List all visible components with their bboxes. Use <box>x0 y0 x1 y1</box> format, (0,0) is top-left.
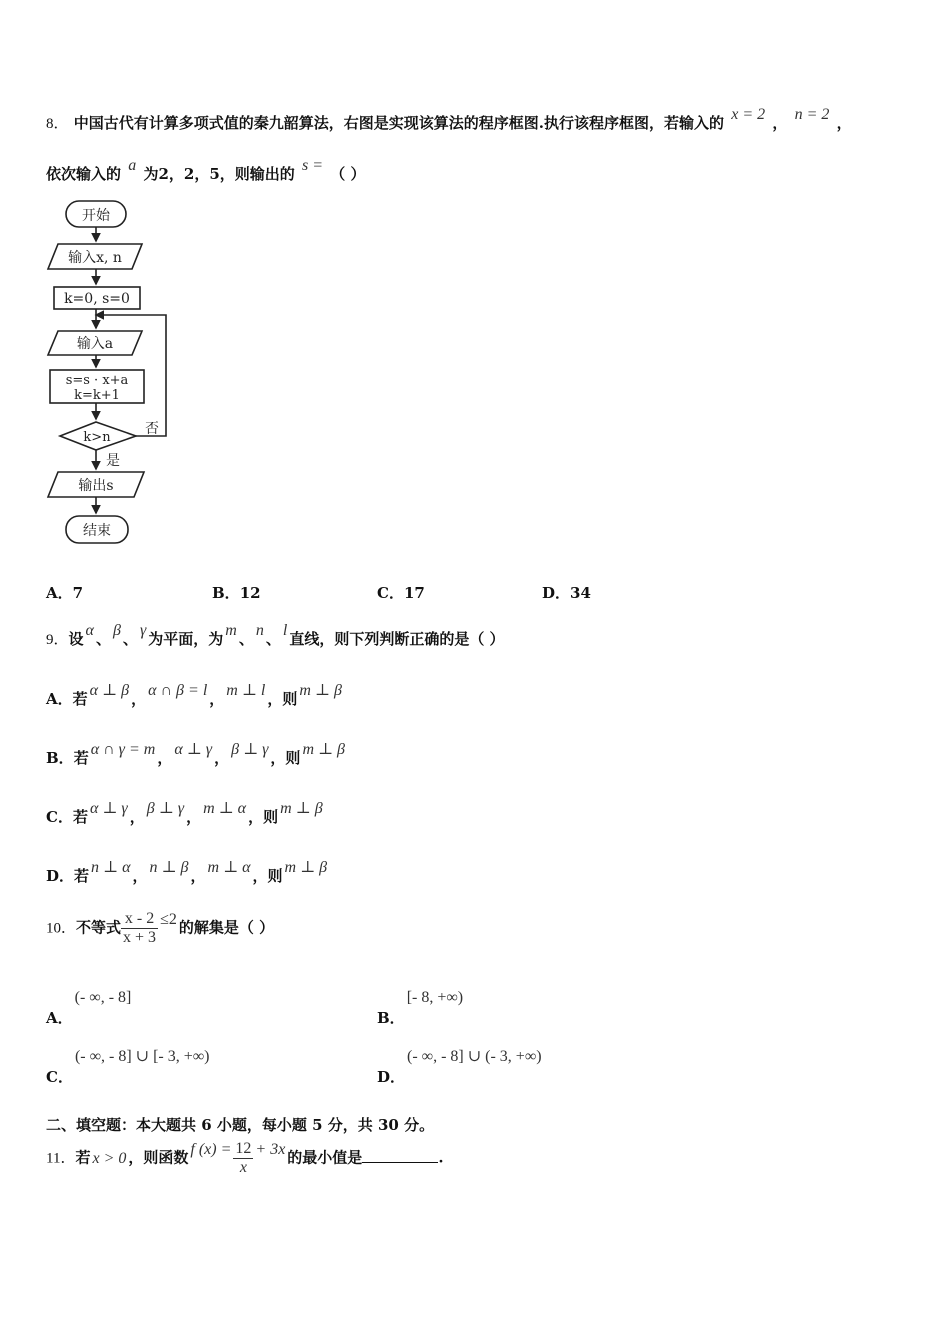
q10-d-label: D． <box>377 1068 406 1086</box>
q9-d-c1: n ⊥ α <box>91 859 131 876</box>
q9-b-c1: α ∩ γ = m <box>90 741 156 758</box>
q9-stem <box>46 622 505 649</box>
q11-frac-den: x <box>239 1159 247 1176</box>
q9-option-c[interactable] <box>46 800 325 827</box>
q9-d-comma1: ， <box>132 867 148 885</box>
flow-update1-label: s=s · x+a <box>65 373 129 388</box>
q9-c-res: m ⊥ β <box>280 800 323 817</box>
q10-option-a[interactable] <box>46 989 133 1027</box>
q9-c-c3: m ⊥ α <box>203 800 247 817</box>
flow-start-label: 开始 <box>82 208 110 224</box>
q8-sep: ， <box>772 114 788 132</box>
q9-c-comma2: ， <box>186 808 202 826</box>
q9-t3: 直线，则下列判断正确的是（ ） <box>289 630 505 648</box>
q10-c-label: C． <box>46 1068 73 1086</box>
q9-a-res: m ⊥ β <box>299 682 342 699</box>
q8-option-c[interactable] <box>377 582 425 603</box>
q8-text2a: 依次输入的 <box>46 165 122 183</box>
q9-b-res: m ⊥ β <box>302 741 346 758</box>
q10-stem <box>46 910 274 947</box>
q10-b-value: [- 8, +∞) <box>406 989 464 1006</box>
flow-cond-label: k>n <box>83 430 111 445</box>
q9-c-label: C． <box>46 808 73 826</box>
q9-a-c3: m ⊥ l <box>226 682 266 699</box>
q8-option-c-value: 17 <box>403 584 425 602</box>
flow-yes-label: 是 <box>106 453 120 469</box>
q9-c-ruo: 若 <box>72 808 88 826</box>
q9-c-ze: ，则 <box>248 808 279 826</box>
q10-a-label: A． <box>46 1009 73 1027</box>
q8-line1 <box>46 106 852 133</box>
q9-n: n <box>255 622 264 639</box>
q9-d-res: m ⊥ β <box>284 859 328 876</box>
flow-input-a-label: 输入a <box>76 336 114 352</box>
q10-t2: 的解集是（ ） <box>178 918 275 937</box>
q11-number: 11． <box>46 1150 76 1167</box>
q9-c-c1: α ⊥ γ <box>89 800 128 817</box>
q11-answer-blank[interactable] <box>362 1148 438 1163</box>
q8-option-a[interactable] <box>46 582 83 603</box>
q9-a-c2: α ∩ β = l <box>148 682 208 699</box>
q9-t2: 为平面，为 <box>148 630 224 648</box>
q9-a-comma1: ， <box>131 690 147 708</box>
q10-frac-den: x + 3 <box>123 929 157 946</box>
q10-fraction <box>121 910 158 947</box>
q9-m: m <box>225 622 237 639</box>
q8-option-c-label: C． <box>377 584 404 602</box>
q9-a-ruo: 若 <box>72 690 88 708</box>
q11-frac-num: 12 <box>235 1140 252 1157</box>
q10-a-value: (- ∞, - 8] <box>74 989 132 1006</box>
q10-d-value: (- ∞, - 8] ∪ (- 3, +∞) <box>407 1048 542 1065</box>
q11-cond: x > 0 <box>92 1149 127 1167</box>
q9-number: 9． <box>46 632 69 648</box>
q9-gamma: γ <box>139 622 147 639</box>
q9-d-c2: n ⊥ β <box>149 859 189 876</box>
flow-no-label: 否 <box>145 421 159 437</box>
q8-line2 <box>46 157 366 184</box>
q9-l: l <box>282 622 288 639</box>
q10-c-value: (- ∞, - 8] ∪ [- 3, +∞) <box>74 1048 210 1065</box>
q8-text2c: （ ） <box>330 165 366 183</box>
q9-alpha: α <box>85 622 94 639</box>
q11-f: f (x) = <box>190 1140 232 1158</box>
q8-option-d[interactable] <box>542 582 591 603</box>
q10-t1: 不等式 <box>76 918 122 937</box>
q9-a-comma2: ， <box>209 690 225 708</box>
q9-d-c3: m ⊥ α <box>207 859 251 876</box>
section2-title: 二、填空题：本大题共 6 小题，每小题 5 分，共 30 分。 <box>46 1116 435 1134</box>
q11-stem <box>46 1140 444 1177</box>
q8-option-a-label: A． <box>46 584 73 602</box>
q10-option-b[interactable] <box>377 989 465 1027</box>
q9-b-c3: β ⊥ γ <box>231 741 269 758</box>
flow-update2-label: k=k+1 <box>74 388 120 403</box>
q8-option-a-value: 7 <box>72 584 84 602</box>
q9-dun1: 、 <box>95 630 111 648</box>
q11-end: . <box>438 1148 444 1167</box>
q9-d-ruo: 若 <box>74 867 90 885</box>
q8-option-b-label: B． <box>212 584 240 602</box>
q8-number: 8． <box>46 116 69 132</box>
q9-b-label: B． <box>46 749 74 767</box>
q8-text1: 中国古代有计算多项式值的秦九韶算法，右图是实现该算法的程序框图.执行该程序框图，若输入的 <box>73 114 724 132</box>
q9-option-b[interactable] <box>46 741 347 768</box>
q9-d-comma2: ， <box>190 867 206 885</box>
q9-c-c2: β ⊥ γ <box>146 800 185 817</box>
q8-math-s: s = <box>302 157 324 174</box>
q9-a-ze: ，则 <box>267 690 298 708</box>
q10-option-d[interactable] <box>377 1048 544 1086</box>
q8-math-n: n = 2 <box>794 106 830 123</box>
q11-t1: 若 <box>75 1148 91 1167</box>
q8-math-x: x = 2 <box>731 106 766 123</box>
q8-text2b: 为2，2，5，则输出的 <box>143 165 295 183</box>
flow-init-label: k=0, s=0 <box>64 291 130 307</box>
q9-beta: β <box>112 622 121 639</box>
flow-input-xn-label: 输入x, n <box>68 250 122 266</box>
q11-t3: 的最小值是 <box>287 1148 363 1167</box>
q11-fraction <box>233 1140 253 1177</box>
q9-b-ruo: 若 <box>73 749 89 767</box>
q9-b-ze: ，则 <box>270 749 301 767</box>
flowchart <box>40 195 180 555</box>
q9-dun3: 、 <box>238 630 254 648</box>
q11-t2: ，则函数 <box>128 1148 189 1167</box>
q9-dun4: 、 <box>265 630 281 648</box>
q9-dun2: 、 <box>122 630 138 648</box>
q10-option-c[interactable] <box>46 1048 212 1086</box>
q8-option-b[interactable] <box>212 582 261 603</box>
q8-math-a: a <box>128 157 137 174</box>
q10-le: ≤2 <box>160 910 177 928</box>
q9-b-comma1: ， <box>157 749 173 767</box>
q9-option-a[interactable] <box>46 682 344 709</box>
q8-option-d-value: 34 <box>570 584 591 602</box>
q9-option-d[interactable] <box>46 859 329 886</box>
flow-output-label: 输出s <box>78 478 114 494</box>
q9-b-c2: α ⊥ γ <box>174 741 213 758</box>
q9-b-comma2: ， <box>214 749 230 767</box>
q9-t1: 设 <box>68 630 84 648</box>
q9-c-comma1: ， <box>129 808 145 826</box>
q11-tail: + 3x <box>255 1140 286 1158</box>
flow-end-label: 结束 <box>83 523 111 539</box>
q8-option-d-label: D． <box>542 584 571 602</box>
q10-frac-num: x - 2 <box>121 910 158 929</box>
q10-b-label: B． <box>377 1009 405 1027</box>
q10-number: 10． <box>46 920 77 937</box>
q9-d-label: D． <box>46 867 75 885</box>
q9-a-c1: α ⊥ β <box>89 682 130 699</box>
q8-comma-end: ， <box>836 114 852 132</box>
q8-option-b-value: 12 <box>239 584 261 602</box>
q9-d-ze: ，则 <box>252 867 283 885</box>
q9-a-label: A． <box>46 690 73 708</box>
